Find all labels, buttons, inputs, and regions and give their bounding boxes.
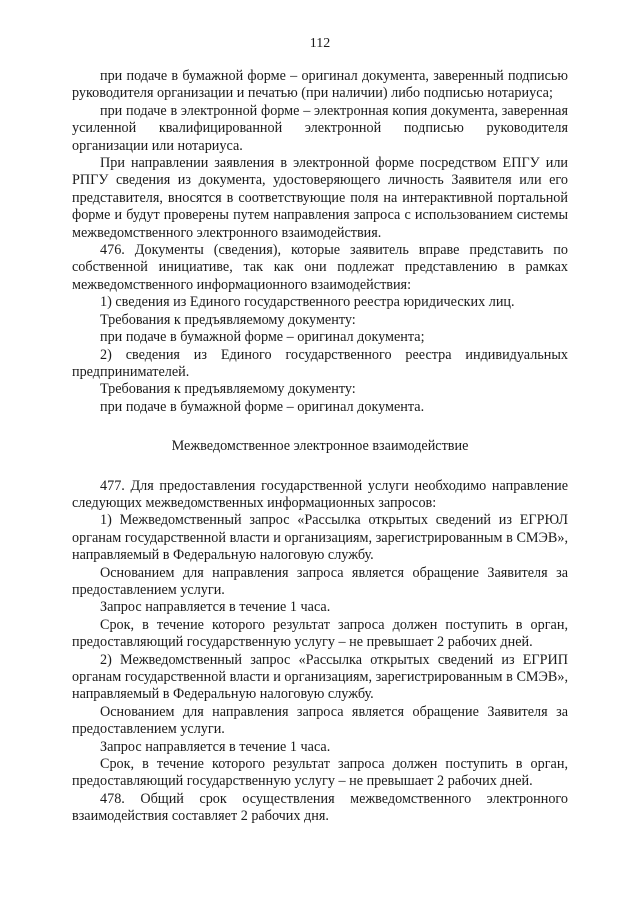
paragraph: Требования к предъявляемому документу:: [100, 311, 356, 328]
paragraph: 1) Межведомственный запрос «Рассылка открытых сведений из ЕГРЮЛ органам государственной власти и организациям, зарегистрированным в СМЭВ», направляемый в Федеральную налоговую службу.: [72, 512, 568, 564]
paragraph-478: 478. Общий срок осуществления межведомственного электронного взаимодействия составляет 2 рабочих дня.: [72, 790, 568, 825]
paragraph: при подаче в бумажной форме – оригинал документа;: [100, 329, 425, 346]
paragraph: при подаче в бумажной форме – оригинал документа.: [100, 398, 425, 415]
paragraph: Требования к предъявляемому документу:: [100, 381, 356, 398]
paragraph: Основанием для направления запроса является обращение Заявителя за предоставлением услуги.: [72, 703, 568, 738]
paragraph: 2) Межведомственный запрос «Рассылка открытых сведений из ЕГРИП органам государственной власти и организациям, зарегистрированным в СМЭВ», направляемый в Федеральную налоговую службу.: [72, 651, 568, 703]
paragraph: 2) сведения из Единого государственного реестра индивидуальных предпринимателей.: [72, 346, 568, 380]
paragraph: Запрос направляется в течение 1 часа.: [100, 738, 331, 755]
page-number: 112: [309, 36, 331, 51]
section-heading: Межведомственное электронное взаимодействие: [171, 438, 469, 455]
paragraph-476: 476. Документы (сведения), которые заявитель вправе представить по собственной инициативе, так как они подлежат представлению в рамках межведомственного информационного взаимодействия:: [72, 242, 568, 293]
paragraph: Срок, в течение которого результат запроса должен поступить в орган, предоставляющий государственную услугу – не превышает 2 рабочих дней.: [72, 616, 568, 651]
paragraph: При направлении заявления в электронной форме посредством ЕПГУ или РПГУ сведения из документа, удостоверяющего личность Заявителя или его представителя, вносятся в соответствующие поля на интерактивной портальной форме и будут проверены путем направления запроса с использованием системы межведомственного электронного взаимодействия.: [72, 155, 568, 241]
paragraph: Запрос направляется в течение 1 часа.: [100, 599, 331, 616]
paragraph: при подаче в электронной форме – электронная копия документа, заверенная усиленной квалифицированной электронной подписью руководителя организации или нотариуса.: [72, 102, 568, 154]
paragraph-477: 477. Для предоставления государственной услуги необходимо направление следующих межведомственных информационных запросов:: [72, 477, 568, 511]
document-body: [72, 68, 568, 826]
paragraph: 1) сведения из Единого государственного реестра юридических лиц.: [100, 294, 515, 311]
paragraph: Основанием для направления запроса является обращение Заявителя за предоставлением услуги.: [72, 564, 568, 598]
paragraph: Срок, в течение которого результат запроса должен поступить в орган, предоставляющий государственную услугу – не превышает 2 рабочих дней.: [72, 756, 568, 790]
paragraph: при подаче в бумажной форме – оригинал документа, заверенный подписью руководителя организации и печатью (при наличии) либо подписью нотариуса;: [72, 68, 568, 102]
